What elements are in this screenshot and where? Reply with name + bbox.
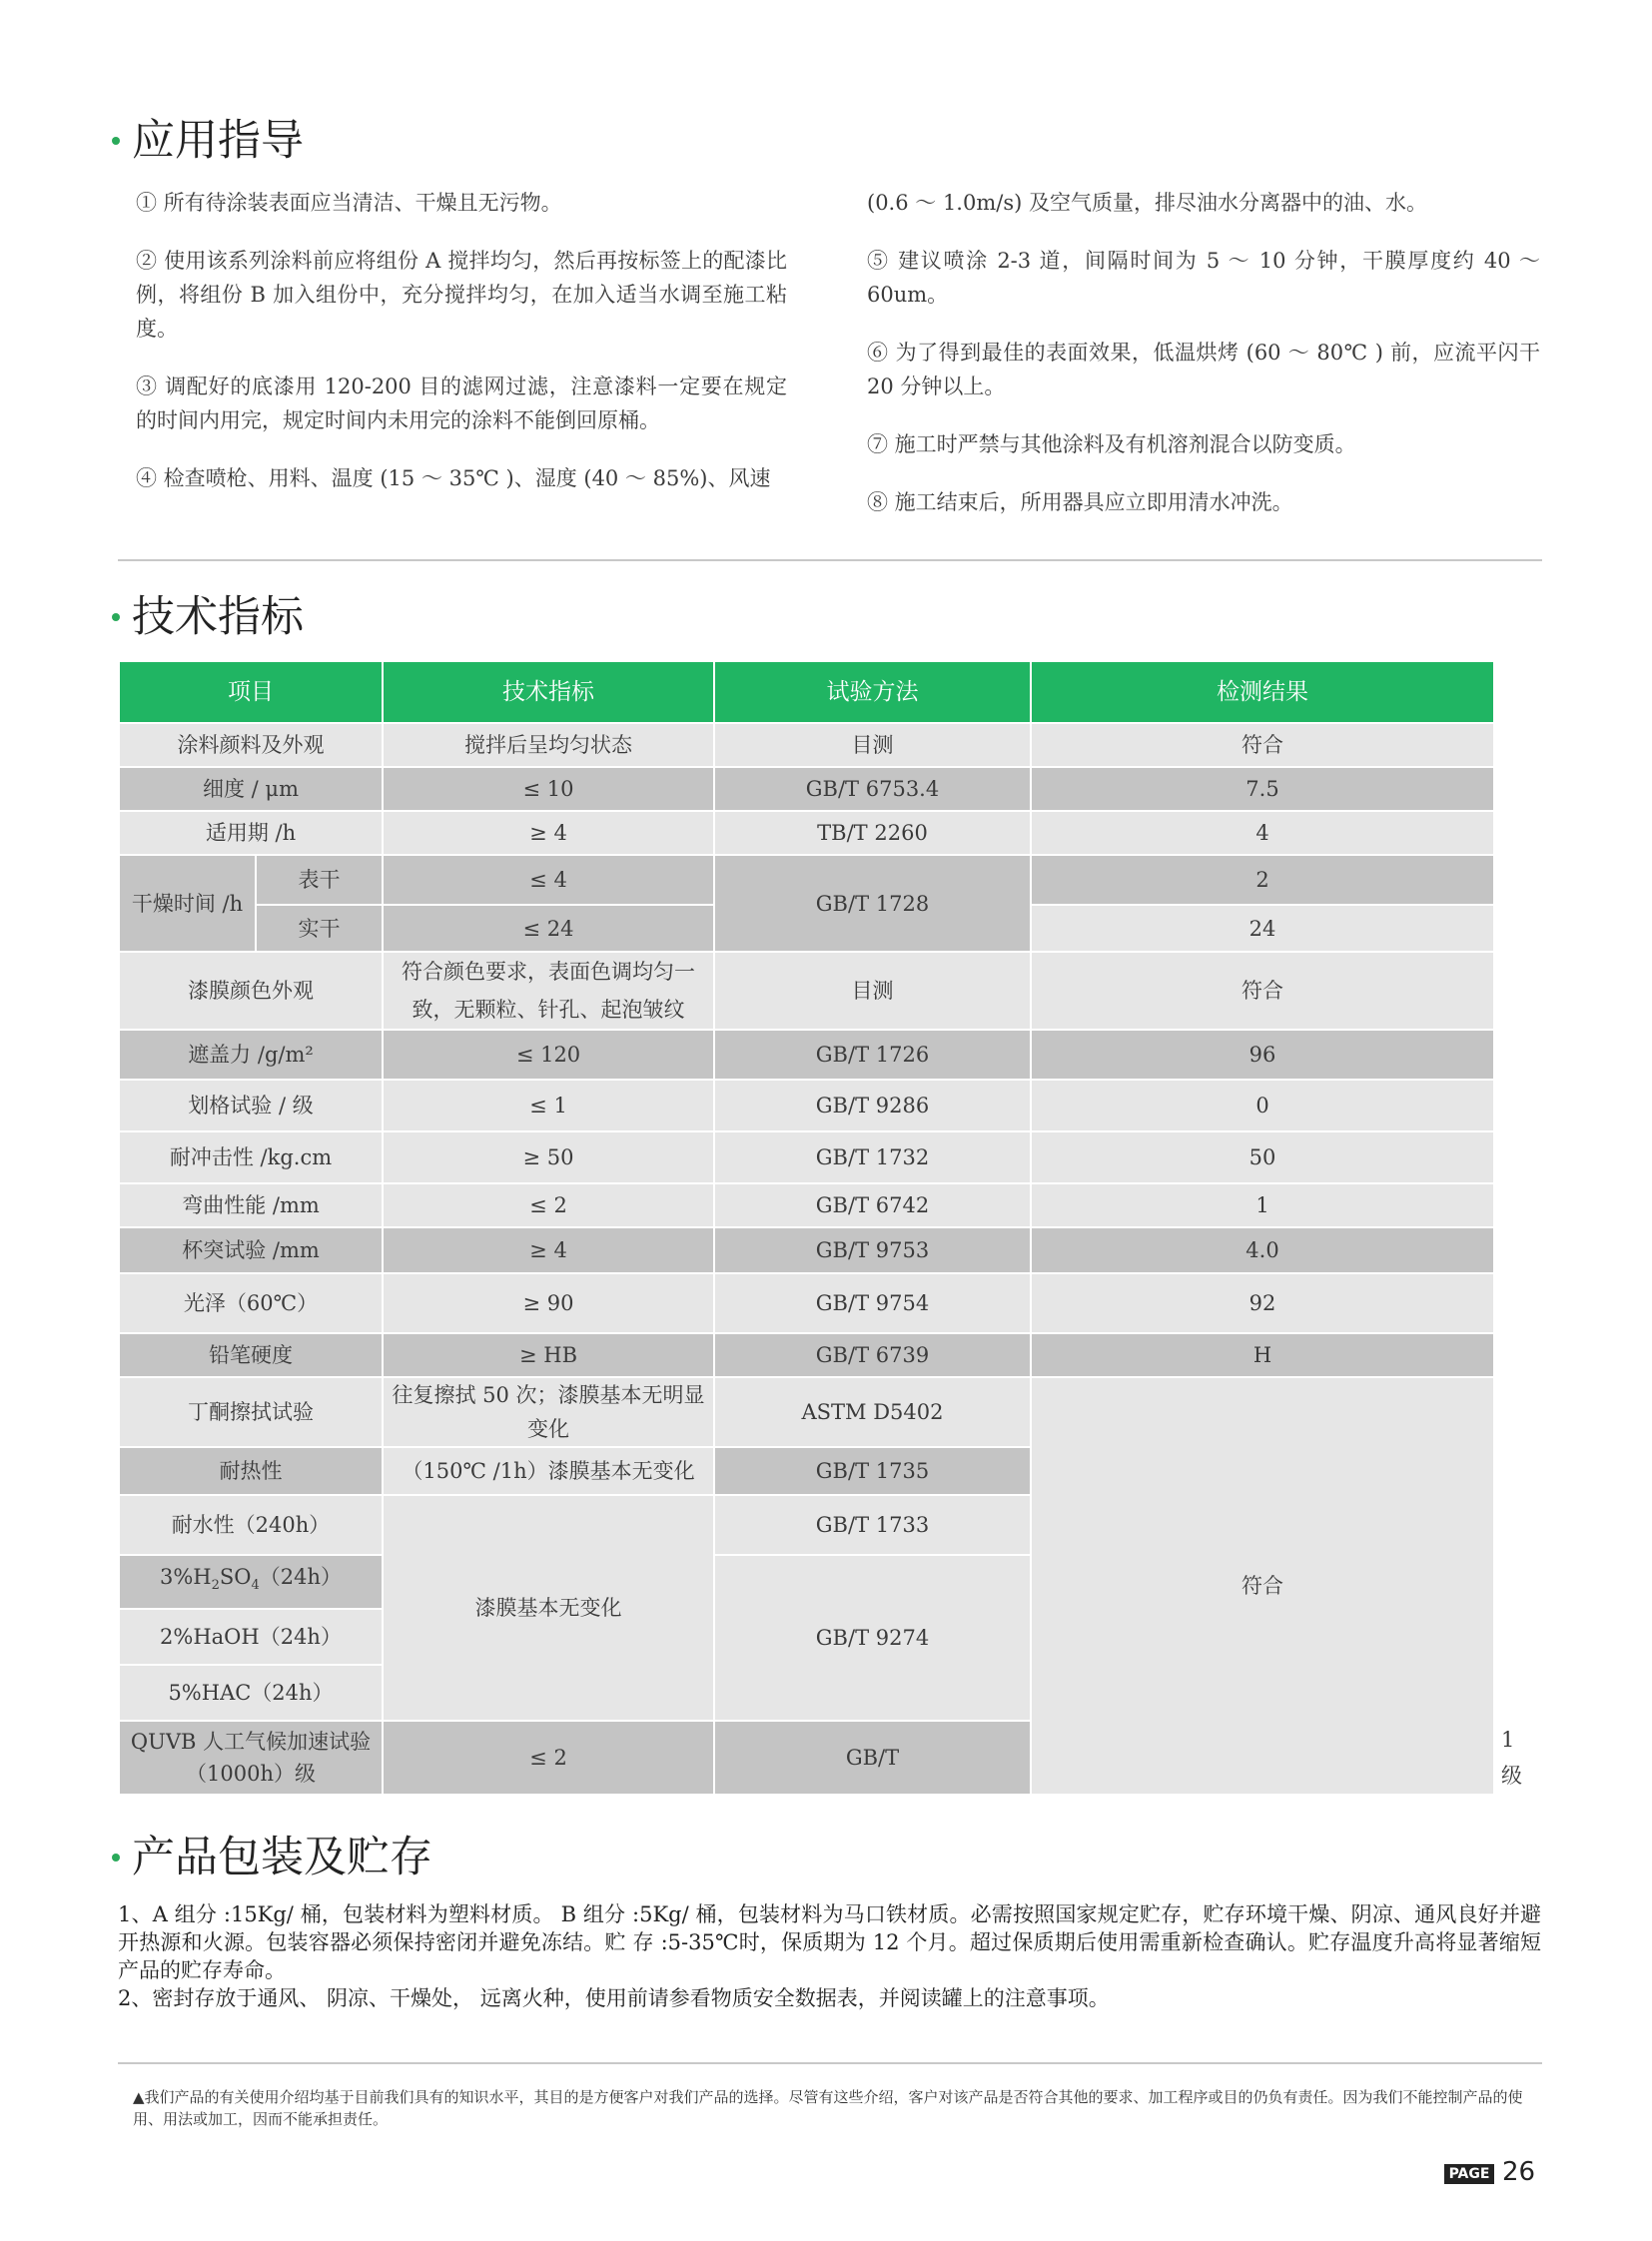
divider	[118, 559, 1542, 561]
header-item: 项目	[119, 661, 383, 723]
cell-method: GB/T 9753	[714, 1227, 1031, 1273]
cell-result: 92	[1031, 1273, 1494, 1333]
cell-spec: 往复擦拭 50 次；漆膜基本无明显变化	[383, 1377, 714, 1447]
guide-item-1: ① 所有待涂装表面应当清洁、干燥且无污物。	[136, 191, 562, 215]
cell-spec-merged: 漆膜基本无变化	[383, 1495, 714, 1721]
guide-item-4: ④ 检查喷枪、用料、温度 (15 ～ 35℃ )、湿度 (40 ～ 85%)、风速	[136, 466, 771, 490]
cell-item: 细度 / μm	[119, 767, 383, 811]
cell-method: 目测	[714, 723, 1031, 767]
table-row	[119, 767, 1494, 811]
cell-item: 杯突试验 /mm	[119, 1227, 383, 1273]
section-title-tech	[112, 592, 304, 642]
guide-item-3: ③ 调配好的底漆用 120-200 目的滤网过滤，注意漆料一定要在规定的时间内用完，规定时间内未用完的涂料不能倒回原桶。	[136, 374, 787, 432]
cell-method: TB/T 2260	[714, 811, 1031, 855]
cell-spec: （150℃ /1h）漆膜基本无变化	[383, 1447, 714, 1495]
cell-spec: ≥ 90	[383, 1273, 714, 1333]
cell-method: GB/T 1732	[714, 1131, 1031, 1183]
cell-method: GB/T 6739	[714, 1333, 1031, 1377]
pack-paragraph-1: 1、A 组分 :15Kg/ 桶，包装材料为塑料材质。 B 组分 :5Kg/ 桶，包装材料为马口铁材质。必需按照国家规定贮存，贮存环境干燥、阴凉、通风良好并避开热源和火源。包装容器必须保持密闭并避免冻结。贮 存 :5-35℃时，保质期为 12 个月。超过保质期后使用需重新检查确认。贮存温度升高将显著缩短产品的贮存寿命。	[118, 1902, 1541, 1982]
cell-item: 漆膜颜色外观	[119, 952, 383, 1030]
section-title-pack	[112, 1833, 432, 1882]
cell-spec: 符合颜色要求，表面色调均匀一致，无颗粒、针孔、起泡皱纹	[383, 952, 714, 1030]
cell-method: GB/T 9754	[714, 1273, 1031, 1333]
cell-result: 4.0	[1031, 1227, 1494, 1273]
cell-item: 遮盖力 /g/m²	[119, 1030, 383, 1080]
guide-item-5: ⑤ 建议喷涂 2-3 道，间隔时间为 5 ～ 10 分钟，干膜厚度约 40 ～ 60um。	[867, 249, 1540, 307]
table-row	[119, 1377, 1494, 1447]
cell-spec: ≤ 2	[383, 1183, 714, 1227]
cell-method: GB/T 6742	[714, 1183, 1031, 1227]
cell-item: 弯曲性能 /mm	[119, 1183, 383, 1227]
cell-method: GB/T 6753.4	[714, 767, 1031, 811]
table-row	[119, 855, 1494, 905]
divider	[118, 2062, 1542, 2064]
cell-spec: ≤ 4	[383, 855, 714, 905]
table-header-row	[119, 661, 1494, 723]
pack-paragraph-2: 2、密封存放于通风、 阴凉、干燥处， 远离火种，使用前请参看物质安全数据表，并阅读罐上的注意事项。	[118, 1986, 1110, 2010]
cell-result: 符合	[1031, 723, 1494, 767]
cell-item: 丁酮擦拭试验	[119, 1377, 383, 1447]
cell-spec: ≥ 4	[383, 811, 714, 855]
table-row	[119, 1080, 1494, 1131]
bullet-dot-icon	[112, 1854, 120, 1862]
guide-title: 应用指导	[132, 116, 304, 166]
cell-method: GB/T 1735	[714, 1447, 1031, 1495]
cell-item: 耐冲击性 /kg.cm	[119, 1131, 383, 1183]
cell-item: QUVB 人工气候加速试验（1000h）级	[119, 1721, 383, 1795]
section-title-guide	[112, 116, 304, 166]
table-row	[119, 1183, 1494, 1227]
bullet-dot-icon	[112, 137, 120, 145]
cell-method: ASTM D5402	[714, 1377, 1031, 1447]
cell-subitem: 表干	[256, 855, 383, 905]
cell-result: H	[1031, 1333, 1494, 1377]
cell-result: 4	[1031, 811, 1494, 855]
tech-spec-table	[118, 660, 1522, 1796]
cell-method: GB/T	[714, 1721, 1031, 1795]
header-method: 试验方法	[714, 661, 1031, 723]
disclaimer-note	[133, 2086, 1531, 2130]
cell-spec: ≤ 120	[383, 1030, 714, 1080]
table-row	[119, 1333, 1494, 1377]
cell-result: 2	[1031, 855, 1494, 905]
header-spec: 技术指标	[383, 661, 714, 723]
cell-item: 涂料颜料及外观	[119, 723, 383, 767]
cell-spec: ≥ 50	[383, 1131, 714, 1183]
table-row	[119, 1227, 1494, 1273]
guide-item-6: ⑥ 为了得到最佳的表面效果，低温烘烤 (60 ～ 80℃ ) 前，应流平闪干 20 分钟以上。	[867, 341, 1540, 398]
cell-item-h2so4: $3\%H_2SO_4(24h)$	[119, 1555, 383, 1609]
table-row: QUVB 人工气候加速试验（1000h）级 ≤ 2 GB/T 1 级	[119, 1721, 1494, 1795]
guide-item-8: ⑧ 施工结束后，所用器具应立即用清水冲洗。	[867, 490, 1293, 514]
cell-spec: 搅拌后呈均匀状态	[383, 723, 714, 767]
page-number: 26	[1502, 2157, 1536, 2187]
cell-spec: ≤ 2	[383, 1721, 714, 1795]
cell-spec: ≤ 10	[383, 767, 714, 811]
table-row	[119, 723, 1494, 767]
cell-method: 目测	[714, 952, 1031, 1030]
guide-item-4-cont: (0.6 ～ 1.0m/s) 及空气质量，排尽油水分离器中的油、水。	[867, 191, 1427, 215]
guide-left-column	[136, 186, 787, 519]
cell-method: GB/T 1728	[714, 855, 1031, 952]
cell-result: 符合	[1031, 952, 1494, 1030]
cell-item: 铅笔硬度	[119, 1333, 383, 1377]
guide-item-2: ② 使用该系列涂料前应将组份 A 搅拌均匀，然后再按标签上的配漆比例，将组份 B 加入组份中，充分搅拌均匀，在加入适当水调至施工粘度。	[136, 249, 787, 341]
cell-method: GB/T 9286	[714, 1080, 1031, 1131]
cell-spec: ≥ 4	[383, 1227, 714, 1273]
table-row	[119, 1131, 1494, 1183]
pack-title: 产品包装及贮存	[132, 1833, 432, 1882]
cell-result: 0	[1031, 1080, 1494, 1131]
cell-item: 划格试验 / 级	[119, 1080, 383, 1131]
header-result: 检测结果	[1031, 661, 1494, 723]
cell-method-merged: GB/T 9274	[714, 1555, 1031, 1721]
cell-result: 1	[1031, 1183, 1494, 1227]
cell-result: 7.5	[1031, 767, 1494, 811]
cell-item: 5%HAC（24h）	[119, 1665, 383, 1721]
bullet-dot-icon	[112, 613, 120, 621]
cell-method: GB/T 1733	[714, 1495, 1031, 1555]
cell-item: 光泽（60℃）	[119, 1273, 383, 1333]
cell-result-merged: 符合	[1031, 1377, 1494, 1795]
cell-item: 2%HaOH（24h）	[119, 1609, 383, 1665]
cell-result: 24	[1031, 905, 1494, 952]
cell-result: 50	[1031, 1131, 1494, 1183]
cell-item: 耐水性（240h）	[119, 1495, 383, 1555]
cell-subitem: 实干	[256, 905, 383, 952]
cell-spec: ≥ HB	[383, 1333, 714, 1377]
tech-title: 技术指标	[132, 592, 304, 642]
table-row	[119, 1030, 1494, 1080]
table-row	[119, 952, 1494, 1030]
cell-spec: ≤ 1	[383, 1080, 714, 1131]
table-row	[119, 1273, 1494, 1333]
cell-spec: ≤ 24	[383, 905, 714, 952]
cell-item: 耐热性	[119, 1447, 383, 1495]
guide-right-column	[867, 186, 1540, 543]
pack-text	[118, 1900, 1541, 2012]
disclaimer-text: ▲我们产品的有关使用介绍均基于目前我们具有的知识水平，其目的是方便客户对我们产品的选择。尽管有这些介绍，客户对该产品是否符合其他的要求、加工程序或目的仍负有责任。因为我们不能控制产品的使用、用法或加工，因而不能承担责任。	[133, 2088, 1523, 2128]
cell-method: GB/T 1726	[714, 1030, 1031, 1080]
page-tag: PAGE	[1444, 2164, 1494, 2184]
cell-result: 96	[1031, 1030, 1494, 1080]
table-row	[119, 811, 1494, 855]
guide-item-7: ⑦ 施工时严禁与其他涂料及有机溶剂混合以防变质。	[867, 432, 1356, 456]
cell-item: 适用期 /h	[119, 811, 383, 855]
cell-item-dry-time: 干燥时间 /h	[119, 855, 256, 952]
